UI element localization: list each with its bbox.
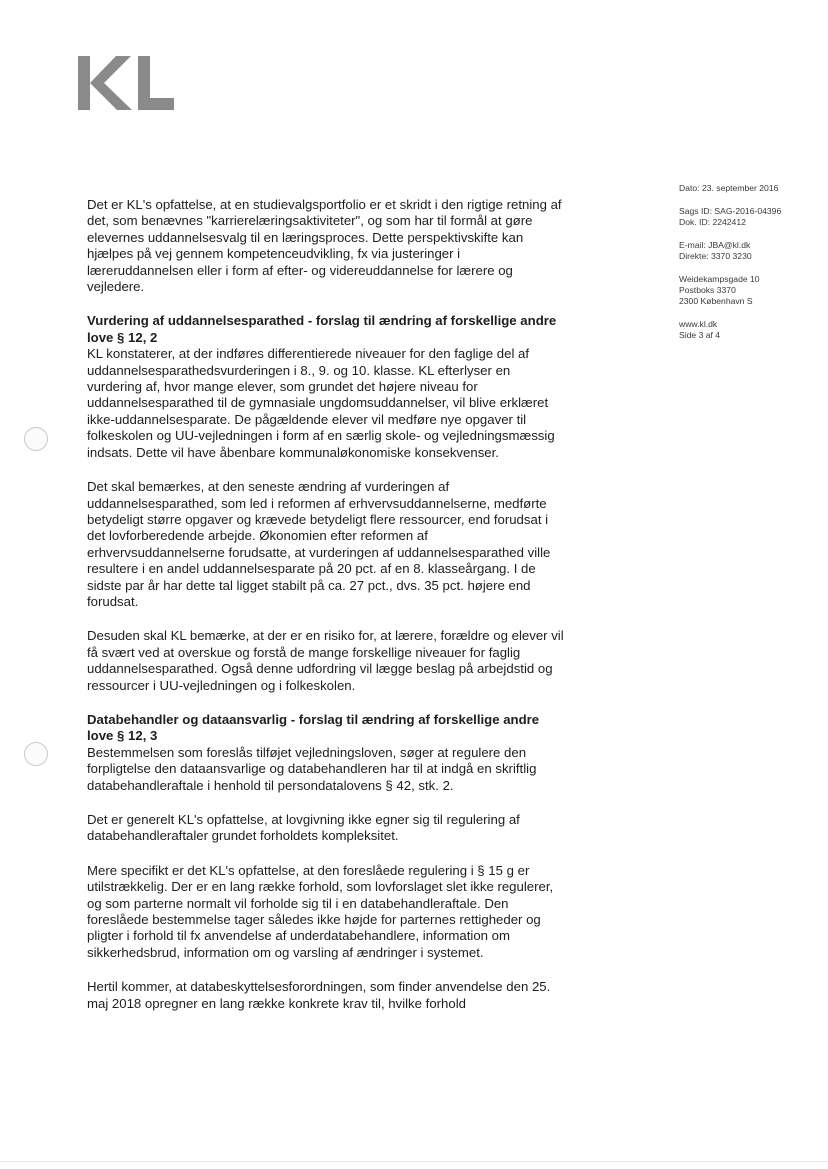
- phone-value: 3370 3230: [711, 251, 752, 261]
- case-id-value: SAG-2016-04396: [714, 206, 782, 216]
- date-label: Dato:: [679, 183, 700, 193]
- website: www.kl.dk: [679, 319, 718, 329]
- address-line-2: Postboks 3370: [679, 285, 736, 295]
- address-line-3: 2300 København S: [679, 296, 753, 306]
- punch-hole: [24, 742, 48, 766]
- doc-id-value: 2242412: [712, 217, 746, 227]
- paragraph: Det skal bemærkes, at den seneste ændring af vurderingen af uddannelsesparathed, som led i reformen af erhvervsuddannelserne, medførte betydeligt større opgaver og krævede betydeligt flere ressourcer, end forudsat i det lovforberedende arbejde. Økonomien efter reformen af erhvervsuddannelserne forudsatte, at vurderingen af uddannelsesparathed ville resultere i en andel uddannelsesparate på 20 pct. af en 8. klasseårgang. I de sidste par år har dette tal ligget stabilt på ca. 27 pct., dvs. 35 pct. højere end forudsat.: [87, 479, 551, 609]
- letter-body: [87, 197, 567, 1030]
- paragraph: Det er KL's opfattelse, at en studievalgsportfolio er et skridt i den rigtige retning af det, som benævnes "karrierelæringsaktiviteter", og som har til formål at gøre elevernes uddannelsesvalg til en læringsproces. Dette perspektivskifte kan hjælpes på vej gennem kompetenceudvikling, fx via justeringer i læreruddannelsen eller i form af efter- og videreuddannelse for lærere og vejledere.: [87, 197, 562, 295]
- section-heading: Vurdering af uddannelsesparathed - forslag til ændring af forskellige andre love § 12, 2: [87, 313, 557, 345]
- paragraph: KL konstaterer, at der indføres differentierede niveauer for den faglige del af uddannelsesparathedsvurderingen i 8., 9. og 10. klasse. KL efterlyser en vurdering af, hvor mange elever, som grundet det højere niveau for uddannelsesparathed til de gymnasiale ungdomsuddannelser, vil blive erklæret ikke-uddannelsesparate. De pågældende elever vil medføre nye opgaver til folkeskolen og UU-vejledningen i form af en særlig skole- og vejledningsmæssig indsats. Dette vil have åbenbare kommunaløkonomiske konsekvenser.: [87, 346, 555, 460]
- paragraph: Bestemmelsen som foreslås tilføjet vejledningsloven, søger at regulere den forpligtelse den dataansvarlige og databehandleren har til at indgå en skriftlig databehandleraftale i henhold til persondatalovens § 42, stk. 2.: [87, 744, 537, 793]
- section-heading: Databehandler og dataansvarlig - forslag til ændring af forskellige andre love § 12, 3: [87, 711, 540, 744]
- page-edge: [0, 1161, 828, 1162]
- paragraph: Hertil kommer, at databeskyttelsesforordningen, som finder anvendelse den 25. maj 2018 opregner en lang række konkrete krav til, hvilke forhold: [87, 979, 551, 1011]
- doc-id-label: Dok. ID:: [679, 217, 711, 227]
- email-label: E-mail:: [679, 240, 706, 250]
- case-id-label: Sags ID:: [679, 206, 712, 216]
- punch-hole: [24, 427, 48, 451]
- paragraph: Mere specifikt er det KL's opfattelse, at den foreslåede regulering i § 15 g er utilstrækkelig. Der er en lang række forhold, som lovforslaget slet ikke regulerer, og som parterne normalt vil forholde sig til i en databehandleraftale. Den foreslåede bestemmelse tager således ikke højde for parternes rettigheder og pligter i forhold til fx anvendelse af underdatabehandlere, information om sikkerhedsbrud, information om og varsling af ændringer i systemet.: [87, 862, 554, 960]
- paragraph: Det er generelt KL's opfattelse, at lovgivning ikke egner sig til regulering af databehandleraftaler grundet forholdets kompleksitet.: [87, 812, 520, 844]
- document-metadata: [679, 183, 819, 353]
- address-line-1: Weidekampsgade 10: [679, 274, 760, 284]
- kl-logo: [76, 52, 176, 114]
- email-value: JBA@kl.dk: [708, 240, 751, 250]
- date-value: 23. september 2016: [701, 183, 779, 193]
- page-number: Side 3 af 4: [679, 330, 721, 340]
- paragraph: Desuden skal KL bemærke, at der er en risiko for, at lærere, forældre og elever vil få svært ved at overskue og forstå de mange forskellige niveauer for faglig uddannelsesparathed. Også denne udfordring vil lægge beslag på arbejdstid og ressourcer i UU-vejledningen og i folkeskolen.: [87, 628, 564, 693]
- phone-label: Direkte:: [679, 251, 709, 261]
